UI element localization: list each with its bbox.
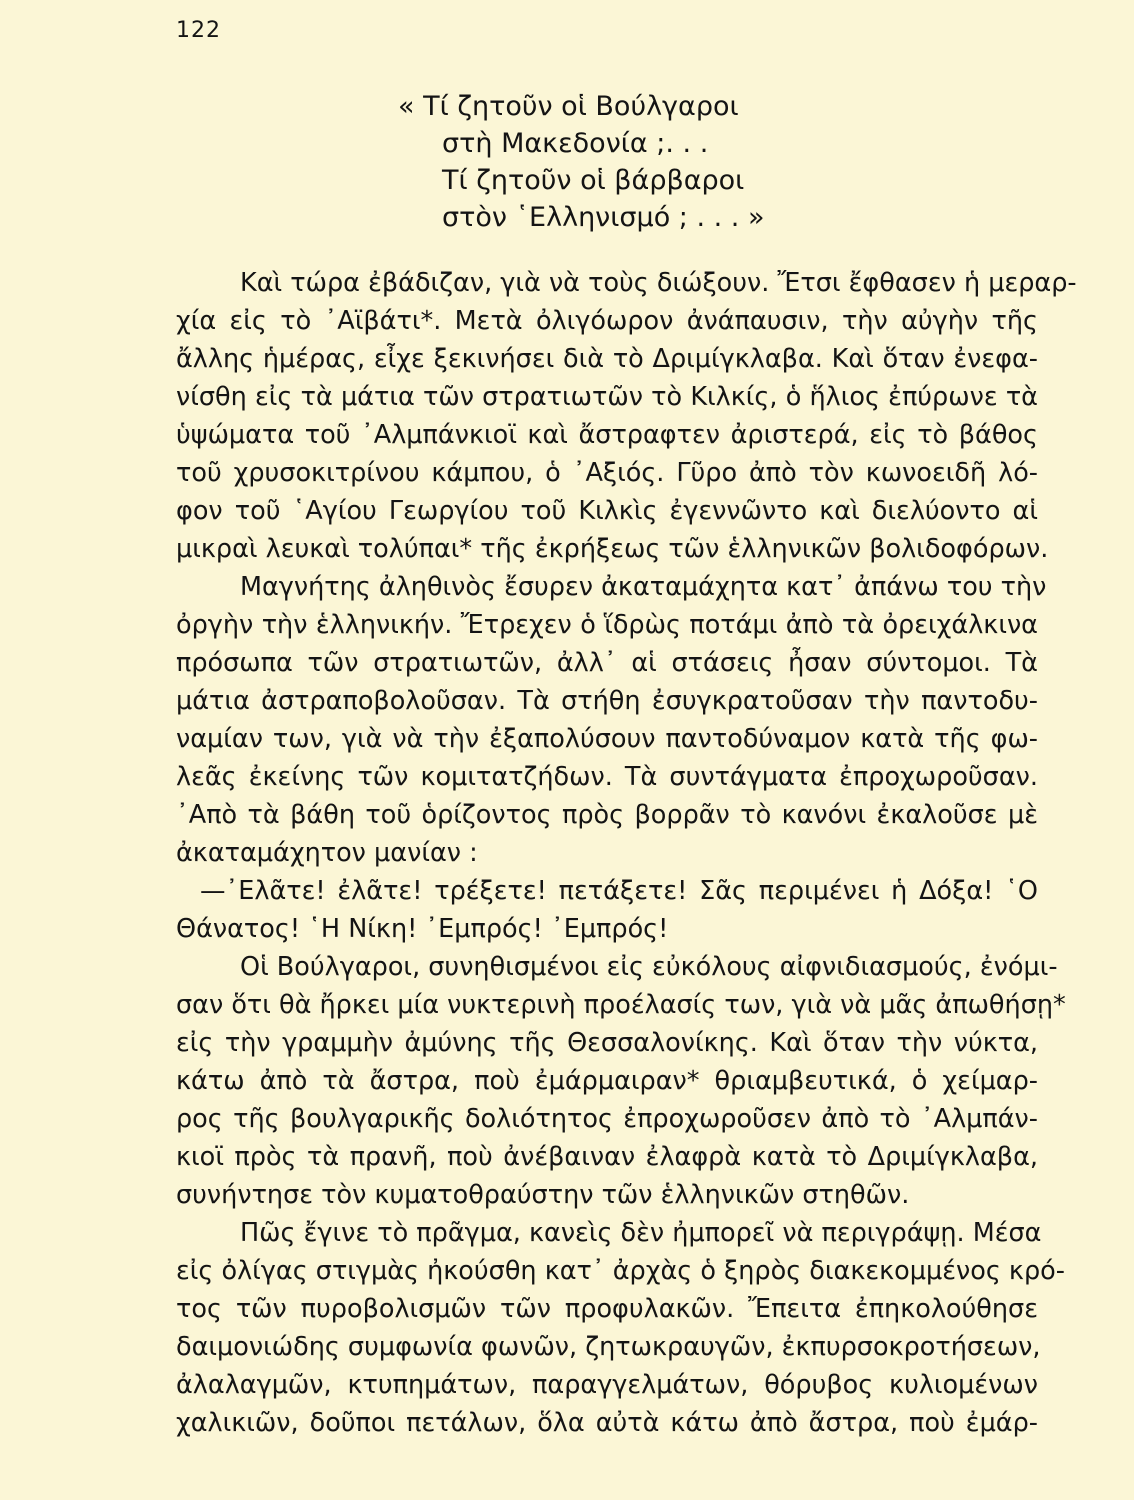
body-text: [176, 264, 1077, 1442]
text-line: λεᾶς ἐκείνης τῶν κομιτατζήδων. Τὰ συντάγματα ἐπροχωροῦσαν.: [176, 762, 1038, 792]
text-line: χαλικιῶν, δοῦποι πετάλων, ὅλα αὐτὰ κάτω ἀπὸ ἄστρα, ποὺ ἐμάρ-: [176, 1408, 1038, 1438]
text-line: μάτια ἀστραποβολοῦσαν. Τὰ στήθη ἐσυγκρατοῦσαν τὴν παντοδυ-: [176, 686, 1038, 716]
text-line: Μαγνήτης ἀληθινὸς ἔσυρεν ἀκαταμάχητα κατ᾿ ἀπάνω του τὴν: [240, 572, 1047, 602]
text-line: ὑψώματα τοῦ ᾿Αλμπάνκιοϊ καὶ ἄστραφτεν ἀριστερά, εἰς τὸ βάθος: [176, 420, 1038, 450]
text-line: Καὶ τώρα ἐβάδιζαν, γιὰ νὰ τοὺς διώξουν. Ἔτσι ἔφθασεν ἡ μεραρ-: [240, 268, 1077, 298]
poem-line: « Τί ζητοῦν οἱ Βούλγαροι: [398, 91, 739, 122]
text-line: κιοϊ πρὸς τὰ πρανῆ, ποὺ ἀνέβαιναν ἐλαφρὰ κατὰ τὸ Δριμίγκλαβα,: [176, 1142, 1038, 1172]
text-line: ρος τῆς βουλγαρικῆς δολιότητος ἐπροχωροῦσεν ἀπὸ τὸ ᾿Αλμπάν-: [176, 1104, 1038, 1134]
text-line: πρόσωπα τῶν στρατιωτῶν, ἀλλ᾿ αἱ στάσεις ἦσαν σύντομοι. Τὰ: [176, 648, 1038, 678]
text-line: ᾿Απὸ τὰ βάθη τοῦ ὁρίζοντος πρὸς βορρᾶν τὸ κανόνι ἐκαλοῦσε μὲ: [176, 800, 1038, 830]
text-line: εἰς ὀλίγας στιγμὰς ἠκούσθη κατ᾿ ἀρχὰς ὁ ξηρὸς διακεκομμένος κρό-: [176, 1256, 1065, 1286]
text-line: δαιμονιώδης συμφωνία φωνῶν, ζητωκραυγῶν, ἐκπυρσοκροτήσεων,: [176, 1332, 1041, 1362]
text-line: Πῶς ἔγινε τὸ πρᾶγμα, κανεὶς δὲν ἠμπορεῖ νὰ περιγράψῃ. Μέσα: [240, 1218, 1042, 1248]
text-line: χία εἰς τὸ ᾿Αϊβάτι*. Μετὰ ὀλιγόωρον ἀνάπαυσιν, τὴν αὐγὴν τῆς: [176, 306, 1038, 336]
text-line: —᾿Ελᾶτε! ἐλᾶτε! τρέξετε! πετάξετε! Σᾶς περιμένει ἡ Δόξα! ῾Ο: [200, 876, 1038, 906]
text-line: ἄλλης ἡμέρας, εἶχε ξεκινήσει διὰ τὸ Δριμίγκλαβα. Καὶ ὅταν ἐνεφα-: [176, 344, 1038, 374]
text-line: εἰς τὴν γραμμὴν ἀμύνης τῆς Θεσσαλονίκης. Καὶ ὅταν τὴν νύκτα,: [176, 1028, 1038, 1058]
text-line: φον τοῦ ῾Αγίου Γεωργίου τοῦ Κιλκὶς ἐγεννῶντο καὶ διελύοντο αἱ: [176, 496, 1038, 526]
epigraph-poem: [398, 88, 898, 236]
text-line: συνήντησε τὸν κυματοθραύστην τῶν ἑλληνικῶν στηθῶν.: [176, 1180, 910, 1210]
text-line: νίσθη εἰς τὰ μάτια τῶν στρατιωτῶν τὸ Κιλκίς, ὁ ἥλιος ἐπύρωνε τὰ: [176, 382, 1038, 412]
text-line: ναμίαν των, γιὰ νὰ τὴν ἐξαπολύσουν παντοδύναμον κατὰ τῆς φω-: [176, 724, 1038, 754]
text-line: κάτω ἀπὸ τὰ ἄστρα, ποὺ ἐμάρμαιραν* θριαμβευτικά, ὁ χείμαρ-: [176, 1066, 1038, 1096]
poem-line: στὸν ῾Ελληνισμό ; . . . »: [442, 202, 765, 233]
text-line: ἀλαλαγμῶν, κτυπημάτων, παραγγελμάτων, θόρυβος κυλιομένων: [176, 1370, 1038, 1400]
text-line: Θάνατος! ῾Η Νίκη! ᾿Εμπρός! ᾿Εμπρός!: [176, 914, 669, 944]
text-line: τος τῶν πυροβολισμῶν τῶν προφυλακῶν. Ἔπειτα ἐπηκολούθησε: [176, 1294, 1038, 1324]
page-number: 122: [176, 18, 221, 43]
text-line: τοῦ χρυσοκιτρίνου κάμπου, ὁ ᾿Αξιός. Γῦρο ἀπὸ τὸν κωνοειδῆ λό-: [176, 458, 1038, 488]
poem-line: Τί ζητοῦν οἱ βάρβαροι: [442, 165, 745, 196]
text-line: Οἱ Βούλγαροι, συνηθισμένοι εἰς εὐκόλους αἰφνιδιασμούς, ἐνόμι-: [240, 952, 1058, 982]
text-line: ἀκαταμάχητον μανίαν :: [176, 838, 478, 868]
poem-line: στὴ Μακεδονία ;. . .: [442, 128, 709, 159]
text-line: σαν ὅτι θὰ ἤρκει μία νυκτερινὴ προέλασίς των, γιὰ νὰ μᾶς ἀπωθήσῃ*: [176, 990, 1066, 1020]
text-line: μικραὶ λευκαὶ τολύπαι* τῆς ἐκρήξεως τῶν ἑλληνικῶν βολιδοφόρων.: [176, 534, 1049, 564]
text-line: ὀργὴν τὴν ἑλληνικήν. Ἔτρεχεν ὁ ἵδρὼς ποτάμι ἀπὸ τὰ ὀρειχάλκινα: [176, 610, 1038, 640]
